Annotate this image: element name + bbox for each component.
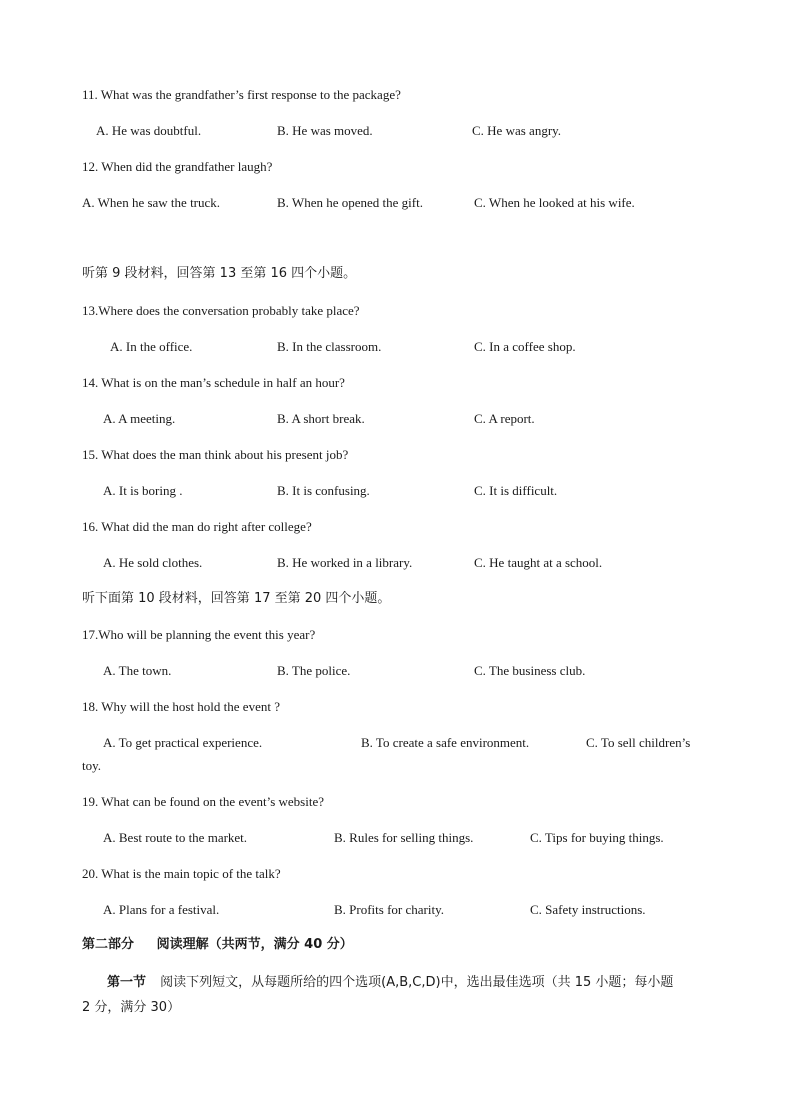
option-a: A. Best route to the market. — [103, 830, 248, 845]
option-c: C. It is difficult. — [474, 483, 558, 498]
option-c: C. In a coffee shop. — [474, 339, 576, 354]
question-13: 13.Where does the conversation probably take place? — [82, 303, 360, 318]
question-14: 14. What is on the man’s schedule in half an hour? — [82, 375, 345, 390]
part-2-heading: 第二部分 阅读理解（共两节，满分 40 分） — [82, 937, 353, 952]
section-1-text: 阅读下列短文，从每题所给的四个选项(A,B,C,D)中，选出最佳选项（共 15 小题；每小题 — [160, 975, 674, 990]
option-b: B. Profits for charity. — [334, 902, 444, 917]
section-1-label: 第一节 — [107, 975, 147, 990]
question-18: 18. Why will the host hold the event ? — [82, 699, 280, 714]
option-a: A. The town. — [103, 663, 172, 678]
question-16: 16. What did the man do right after college? — [82, 519, 312, 534]
option-c: C. He taught at a school. — [474, 555, 603, 570]
option-c: C. Safety instructions. — [530, 902, 646, 917]
question-11: 11. What was the grandfather’s first response to the package? — [82, 87, 401, 102]
question-17: 17.Who will be planning the event this year? — [82, 627, 316, 642]
option-b: B. Rules for selling things. — [334, 830, 474, 845]
section-10-instruction: 听下面第 10 段材料，回答第 17 至第 20 四个小题。 — [82, 591, 391, 606]
option-a: A. When he saw the truck. — [82, 195, 221, 210]
option-a: A. Plans for a festival. — [103, 902, 220, 917]
option-c: C. He was angry. — [472, 123, 562, 138]
option-c: C. When he looked at his wife. — [474, 195, 635, 210]
option-a: A. A meeting. — [103, 411, 176, 426]
option-c-continuation: toy. — [82, 758, 102, 773]
option-a: A. He was doubtful. — [96, 123, 202, 138]
question-20: 20. What is the main topic of the talk? — [82, 866, 281, 881]
option-b: B. He worked in a library. — [277, 555, 413, 570]
section-1-line — [107, 975, 673, 991]
option-a: A. He sold clothes. — [103, 555, 203, 570]
option-c: C. A report. — [474, 411, 535, 426]
option-b: B. It is confusing. — [277, 483, 370, 498]
option-c: C. The business club. — [474, 663, 586, 678]
option-a: A. It is boring . — [103, 483, 183, 498]
question-12: 12. When did the grandfather laugh? — [82, 159, 273, 174]
option-a: A. In the office. — [110, 339, 193, 354]
question-15: 15. What does the man think about his present job? — [82, 447, 349, 462]
option-b: B. He was moved. — [277, 123, 373, 138]
option-c: C. Tips for buying things. — [530, 830, 664, 845]
option-b: B. When he opened the gift. — [277, 195, 423, 210]
section-1-continuation: 2 分，满分 30） — [82, 1000, 181, 1015]
option-a: A. To get practical experience. — [103, 735, 263, 750]
option-b: B. A short break. — [277, 411, 365, 426]
question-19: 19. What can be found on the event’s website? — [82, 794, 324, 809]
option-c: C. To sell children’s — [586, 735, 691, 750]
option-b: B. The police. — [277, 663, 351, 678]
option-b: B. In the classroom. — [277, 339, 382, 354]
section-9-instruction: 听第 9 段材料，回答第 13 至第 16 四个小题。 — [82, 266, 357, 281]
option-b: B. To create a safe environment. — [361, 735, 530, 750]
